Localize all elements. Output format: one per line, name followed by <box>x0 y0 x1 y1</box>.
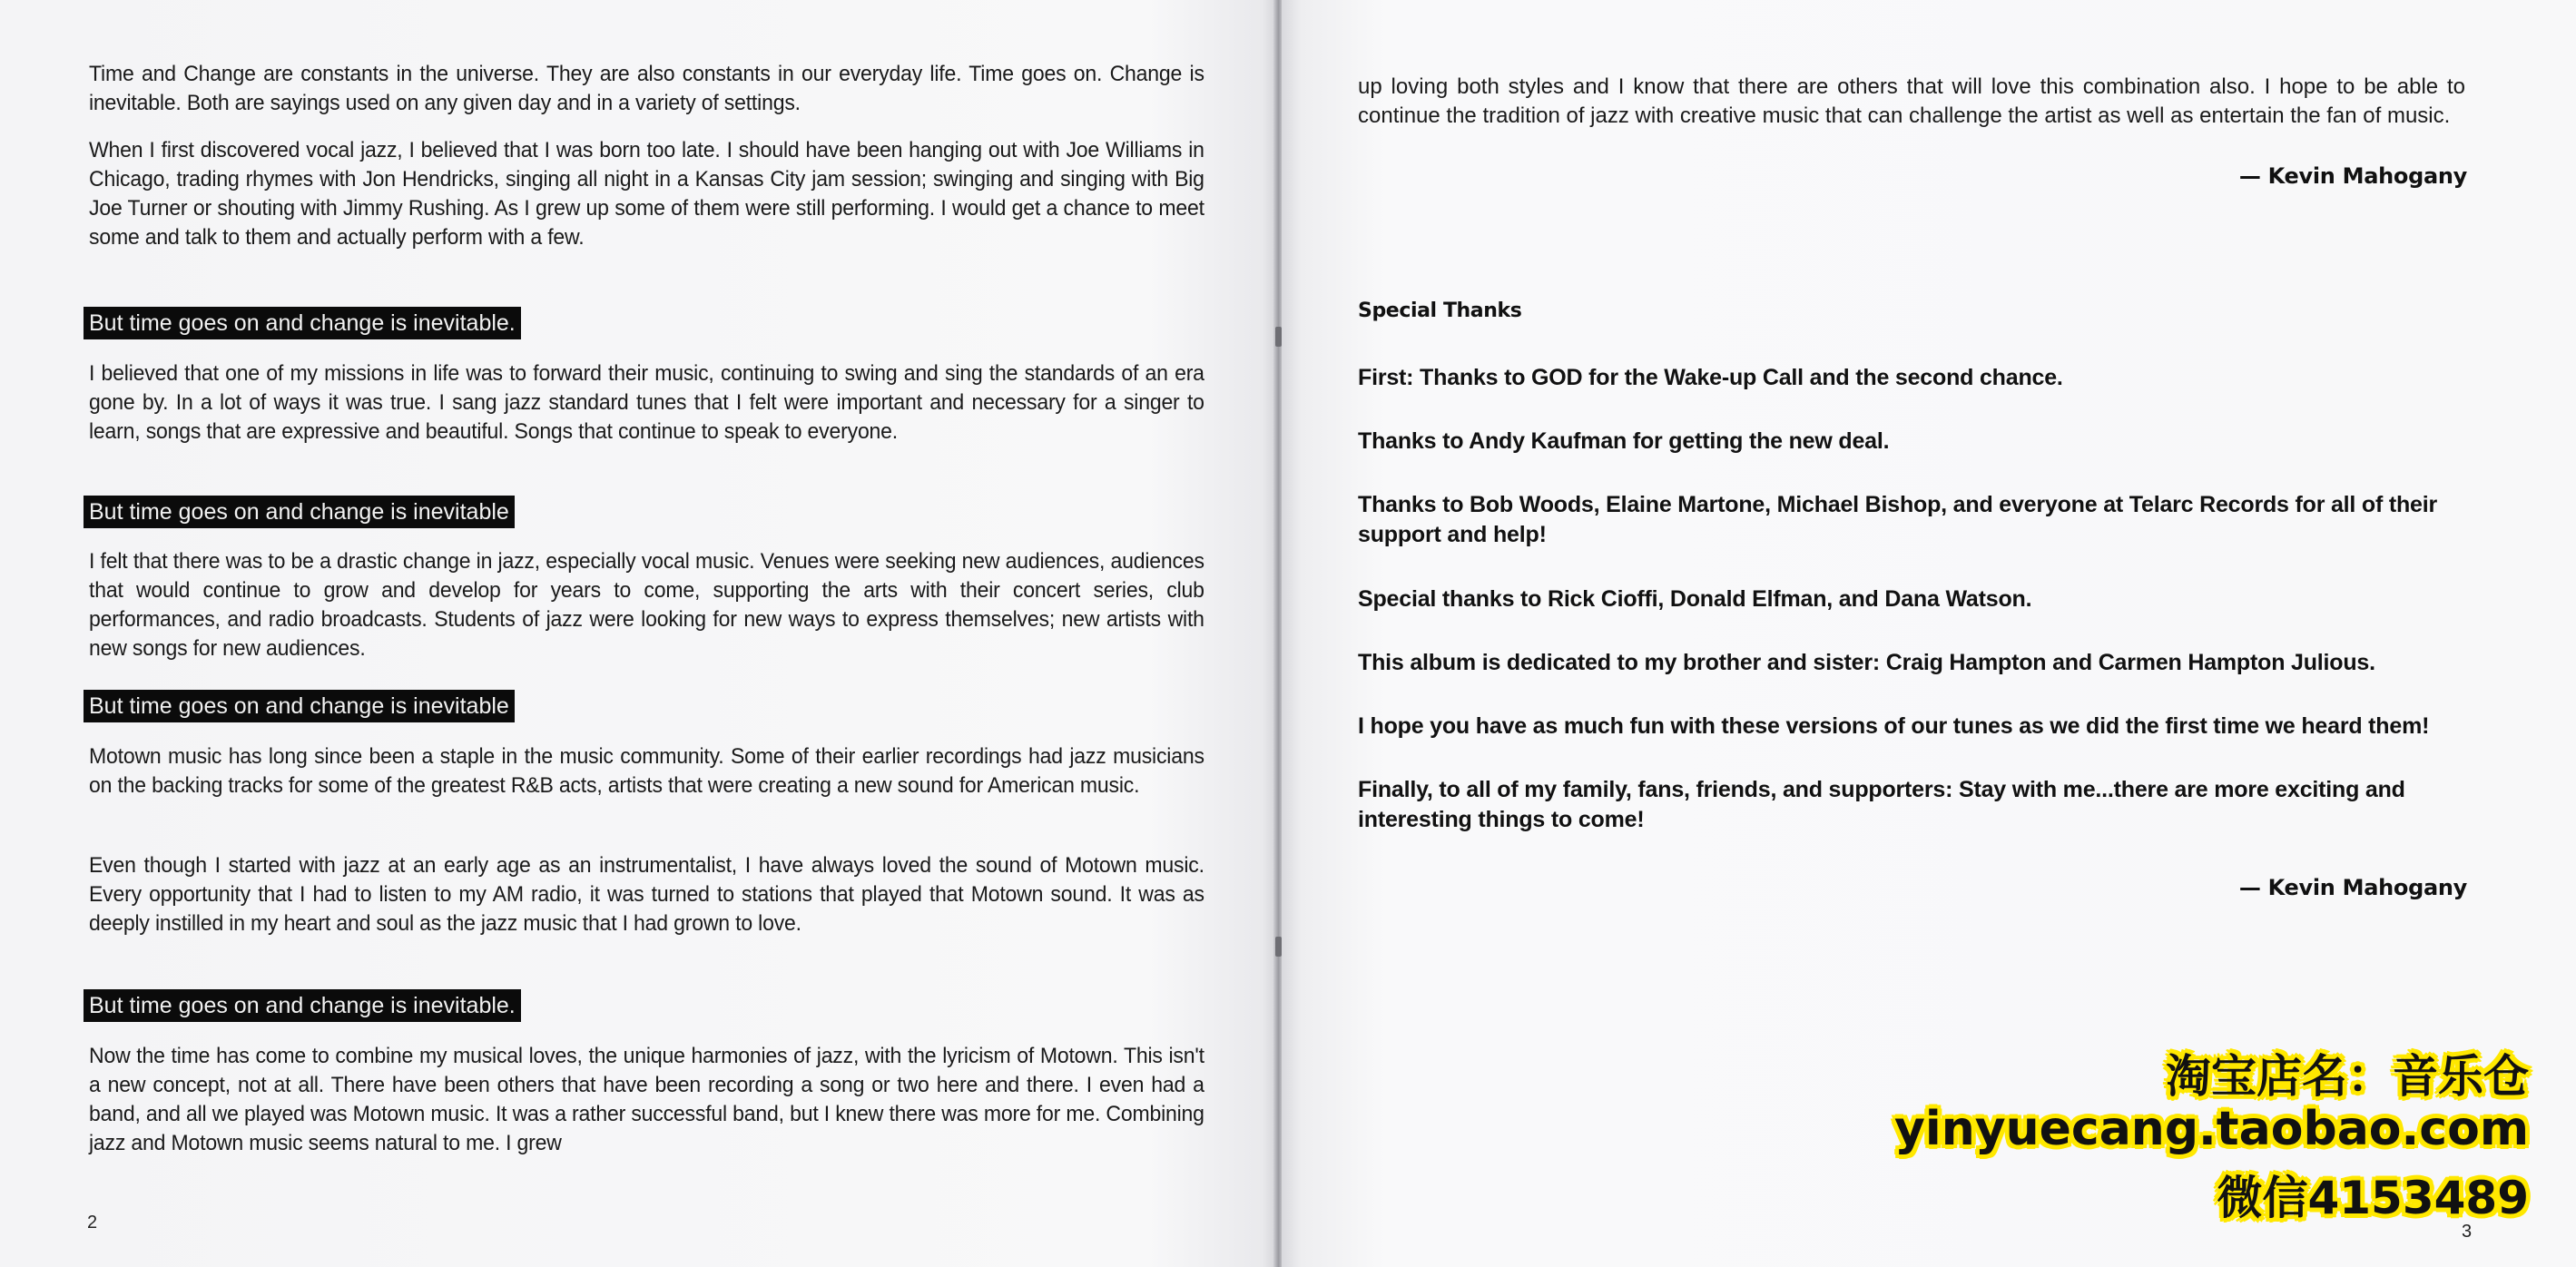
thanks-line: Finally, to all of my family, fans, friends, and supporters: Stay with me...there are more exciting and interesting things to come! <box>1358 777 2405 832</box>
thanks-line: Thanks to Andy Kaufman for getting the new deal. <box>1358 428 1890 454</box>
page-number: 2 <box>87 1213 98 1233</box>
thanks-line: This album is dedicated to my brother and sister: Craig Hampton and Carmen Hampton Julious. <box>1358 650 2375 675</box>
signature: — Kevin Mahogany <box>2238 875 2467 900</box>
page-number: 3 <box>2462 1222 2473 1242</box>
highlight-bar: But time goes on and change is inevitable. <box>84 307 521 339</box>
paragraph: I believed that one of my missions in life was to forward their music, continuing to swing and sing the standards of an era gone by. In a lot of ways it was true. I sang jazz standard tunes that I felt were important and necessary for a singer to learn, songs that are expressive and beautiful. Songs that continue to speak to everyone. <box>89 361 1204 444</box>
thanks-line: I hope you have as much fun with these versions of our tunes as we did the first time we heard them! <box>1358 713 2430 739</box>
thanks-line: First: Thanks to GOD for the Wake-up Call and the second chance. <box>1358 365 2063 390</box>
watermark-url: yinyuecang.taobao.com <box>1893 1102 2529 1156</box>
paragraph: up loving both styles and I know that there are others that will love this combination also. I hope to be able to continue the tradition of jazz with creative music that can challenge the artist as well as entertain the fan of music. <box>1358 74 2465 128</box>
signature: — Kevin Mahogany <box>2238 163 2467 189</box>
highlight-bar: But time goes on and change is inevitable <box>84 496 515 528</box>
watermark-wechat: 微信4153489 <box>2217 1172 2529 1224</box>
staple <box>1275 327 1282 347</box>
paragraph: Time and Change are constants in the universe. They are also constants in our everyday life. Time goes on. Change is inevitable. Both are sayings used on any given day and in a variety of settings. <box>89 62 1204 115</box>
highlight-bar: But time goes on and change is inevitable <box>84 690 515 722</box>
thanks-line: Special thanks to Rick Cioffi, Donald Elfman, and Dana Watson. <box>1358 586 2032 612</box>
staple <box>1275 937 1282 957</box>
section-heading: Special Thanks <box>1358 300 1522 322</box>
paragraph: I felt that there was to be a drastic change in jazz, especially vocal music. Venues were seeking new audiences, audiences that would continue to grow and develop for years to come, supporting the arts with their concert series, club performances, and radio broadcasts. Students of jazz were looking for new ways to express themselves; new artists with new songs for new audiences. <box>89 549 1204 661</box>
paragraph: Motown music has long since been a staple in the music community. Some of their earlier recordings had jazz musicians on the backing tracks for some of the greatest R&B acts, artists that were creating a new sound for American music. <box>89 744 1204 798</box>
thanks-line: Thanks to Bob Woods, Elaine Martone, Michael Bishop, and everyone at Telarc Records for all of their support and help! <box>1358 492 2438 547</box>
left-page <box>0 0 1275 1267</box>
watermark-shop-name: 淘宝店名：音乐仓 <box>2166 1050 2529 1103</box>
paragraph: Even though I started with jazz at an early age as an instrumentalist, I have always loved the sound of Motown music. Every opportunity that I had to listen to my AM radio, it was turned to stations that played that Motown sound. It was as deeply instilled in my heart and soul as the jazz music that I had grown to love. <box>89 853 1204 936</box>
paragraph: When I first discovered vocal jazz, I believed that I was born too late. I should have been hanging out with Joe Williams in Chicago, trading rhymes with Jon Hendricks, singing all night in a Kansas City jam session; swinging and singing with Big Joe Turner or shouting with Jimmy Rushing. As I grew up some of them were still performing. I would get a chance to meet some and talk to them and actually perform with a few. <box>89 138 1204 250</box>
highlight-bar: But time goes on and change is inevitable. <box>84 989 521 1022</box>
paragraph: Now the time has come to combine my musical loves, the unique harmonies of jazz, with the lyricism of Motown. This isn't a new concept, not at all. There have been others that have been recording a song or two here and there. I even had a band, and all we played was Motown music. It was a rather successful band, but I knew there was more for me. Combining jazz and Motown music seems natural to me. I grew <box>89 1044 1204 1155</box>
